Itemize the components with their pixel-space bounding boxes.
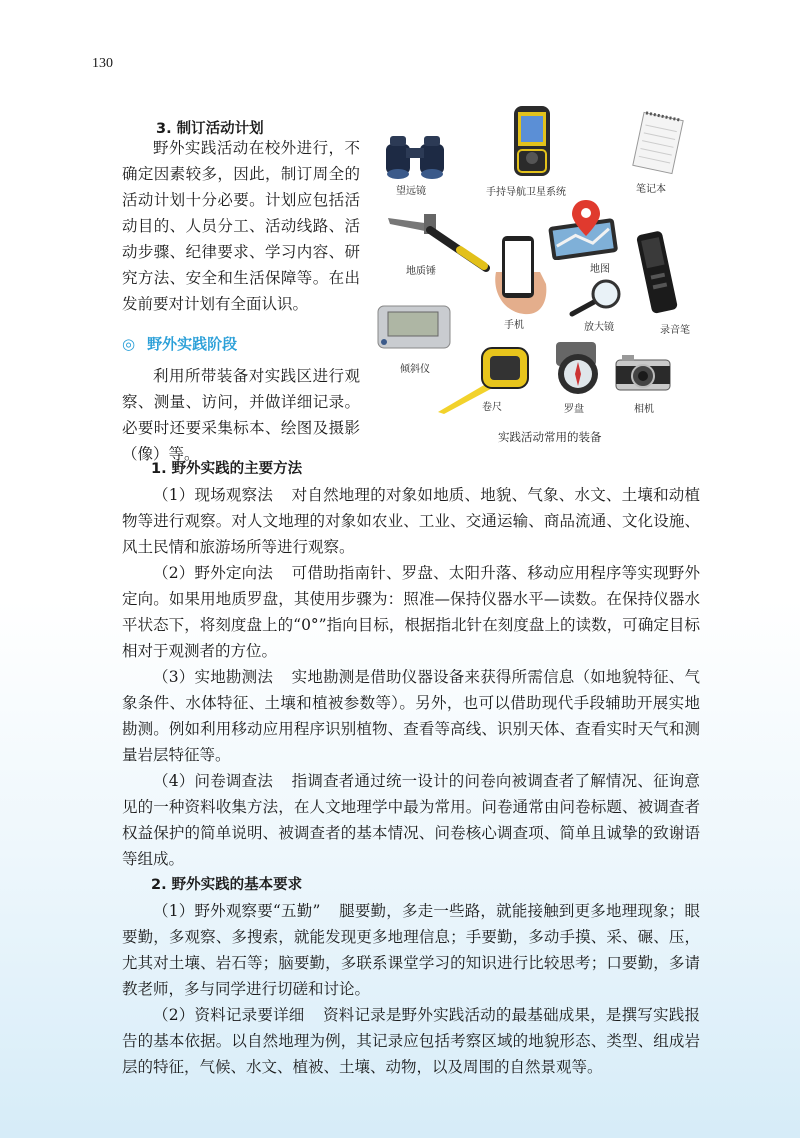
requirement-term: （2）资料记录要详细	[153, 1006, 305, 1024]
voice-recorder-icon	[634, 226, 682, 318]
compass-icon	[550, 340, 606, 396]
method-term: （1）现场观察法	[153, 486, 274, 504]
phone-icon	[490, 232, 554, 316]
methods-heading: 1. 野外实践的主要方法	[151, 461, 303, 477]
gps-device-icon	[512, 104, 552, 178]
requirements-heading: 2. 野外实践的基本要求	[151, 877, 303, 893]
caption-binoculars: 望远镜	[396, 186, 426, 197]
section-3-title: 3. 制订活动计划	[156, 121, 264, 137]
method-item	[122, 768, 700, 872]
caption-magnifier: 放大镜	[584, 322, 614, 333]
method-term: （4）问卷调查法	[153, 772, 274, 790]
method-text: 对自然地理的对象如地质、地貌、气象、水文、土壤和动植物等进行观察。对人文地理的对象如农业、工业、交通运输、商品流通、文化设施、风土民情和旅游场所等进行观察。	[122, 486, 700, 556]
caption-phone: 手机	[504, 320, 524, 331]
stage-intro-text: 利用所带装备对实践区进行观察、测量、访问，并做详细记录。必要时还要采集标本、绘图及摄影（像）等。	[122, 367, 360, 463]
method-item	[122, 560, 700, 664]
map-icon	[546, 198, 626, 260]
camera-icon	[614, 352, 672, 394]
notebook-icon	[630, 110, 686, 176]
caption-gps: 手持导航卫星系统	[486, 187, 566, 198]
stage-intro-paragraph	[122, 363, 360, 467]
method-text: 实地勘测是借助仪器设备来获得所需信息（如地貌特征、气象条件、水体特征、土壤和植被参数等）。另外，也可以借助现代手段辅助开展实地勘测。例如利用移动应用程序识别植物、查看等高线、识别天体、查看实时天气和测量岩层特征等。	[122, 668, 700, 764]
page-number: 130	[92, 56, 113, 71]
caption-compass: 罗盘	[564, 404, 584, 415]
caption-notebook: 笔记本	[636, 184, 666, 195]
circle-marker-icon: ◎	[122, 335, 136, 353]
stage-heading	[122, 333, 237, 354]
methods-section	[122, 456, 700, 1080]
geological-hammer-icon	[386, 210, 492, 274]
requirement-term: （1）野外观察要“五勤”	[153, 902, 321, 920]
method-text: 可借助指南针、罗盘、太阳升落、移动应用程序等实现野外定向。如果用地质罗盘，其使用步骤为：照准—保持仪器水平—读数。在保持仪器水平状态下，将刻度盘上的“0°”指向目标，根据指北针在刻度盘上的读数，可确定目标相对于观测者的方位。	[122, 564, 700, 660]
method-term: （2）野外定向法	[153, 564, 274, 582]
equipment-figure	[372, 102, 692, 447]
requirement-item	[122, 1002, 700, 1080]
caption-tape: 卷尺	[482, 402, 502, 413]
caption-map: 地图	[590, 264, 610, 275]
section-3-text: 野外实践活动在校外进行，不确定因素较多，因此，制订周全的活动计划十分必要。计划应包括活动目的、人员分工、活动线路、活动步骤、纪律要求、学习内容、研究方法、安全和生活保障等。在出发前要对计划有全面认识。	[122, 139, 360, 313]
method-term: （3）实地勘测法	[153, 668, 274, 686]
magnifier-icon	[568, 278, 626, 318]
requirement-item	[122, 898, 700, 1002]
caption-hammer: 地质锤	[406, 266, 436, 277]
method-item	[122, 664, 700, 768]
requirement-text: 腿要勤，多走一些路，就能接触到更多地理现象；眼要勤，多观察、多搜索，就能发现更多地理信息；手要勤，多动手摸、采、碾、压，尤其对土壤、岩石等；脑要勤，多联系课堂学习的知识进行比较思考；口要勤，多请教老师，多与同学进行切磋和讨论。	[122, 902, 700, 998]
stage-title: 野外实践阶段	[147, 335, 238, 353]
requirement-text: 资料记录是野外实践活动的最基础成果，是撰写实践报告的基本依据。以自然地理为例，其记录应包括考察区域的地貌形态、类型、组成岩层的特征，气候、水文、植被、土壤、动物，以及周围的自然景观等。	[122, 1006, 700, 1076]
figure-caption: 实践活动常用的装备	[498, 430, 602, 444]
method-text: 指调查者通过统一设计的问卷向被调查者了解情况、征询意见的一种资料收集方法，在人文地理学中最为常用。问卷通常由问卷标题、被调查者权益保护的简单说明、被调查者的基本情况、问卷核心调查项、简单且诚挚的致谢语等组成。	[122, 772, 700, 868]
method-item	[122, 482, 700, 560]
section-3-paragraph	[122, 135, 360, 317]
caption-inclinometer: 倾斜仪	[400, 364, 430, 375]
binoculars-icon	[382, 130, 450, 180]
caption-camera: 相机	[634, 404, 654, 415]
caption-recorder: 录音笔	[660, 325, 690, 336]
